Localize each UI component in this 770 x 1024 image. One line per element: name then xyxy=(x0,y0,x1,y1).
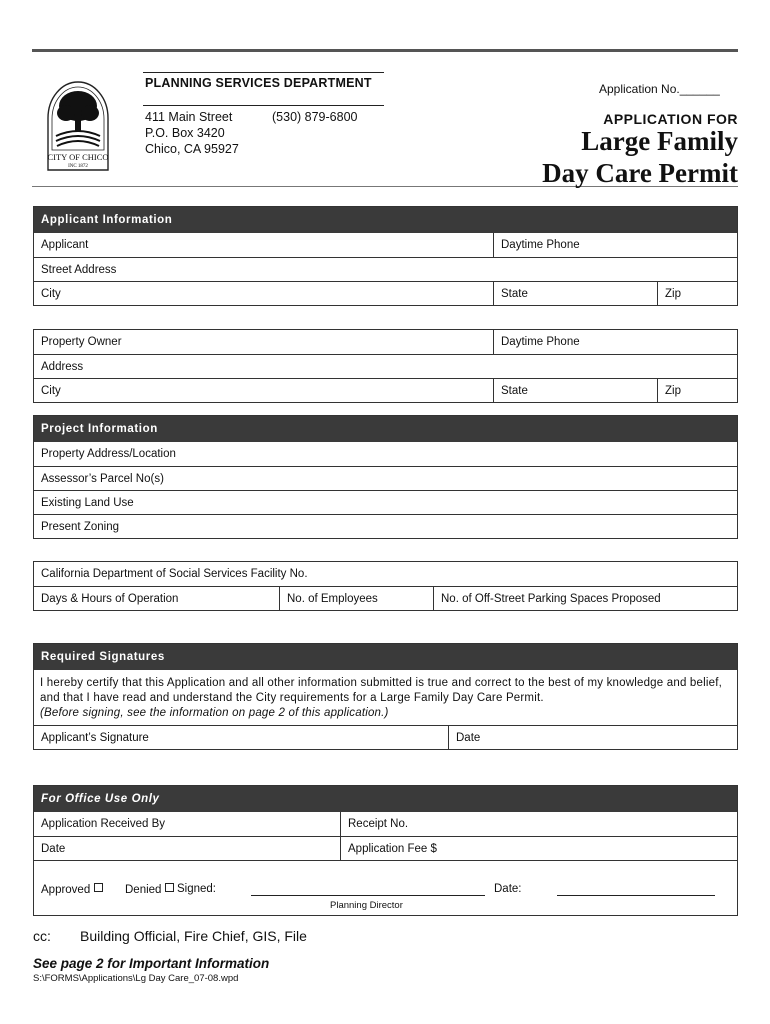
approval-block xyxy=(34,860,737,915)
director-signature-line[interactable] xyxy=(251,895,485,896)
applicant-information-section xyxy=(33,206,738,306)
applicant-signature-field[interactable]: Applicant’s Signature xyxy=(41,732,149,744)
section-header-office: For Office Use Only xyxy=(34,786,737,812)
cc-recipients: Building Official, Fire Chief, GIS, File xyxy=(80,928,307,944)
applicant-state-field[interactable]: State xyxy=(493,282,657,305)
applicant-field[interactable]: Applicant xyxy=(41,239,89,251)
application-number-field[interactable]: Application No.______ xyxy=(599,82,720,96)
facility-number-row xyxy=(34,562,737,586)
dept-rule-middle xyxy=(143,105,384,106)
dept-rule-top xyxy=(143,72,384,73)
office-date-field[interactable]: Date xyxy=(41,843,66,855)
project-information-section xyxy=(33,415,738,539)
owner-row xyxy=(34,330,737,354)
parking-spaces-field[interactable]: No. of Off-Street Parking Spaces Proposed xyxy=(433,587,737,610)
form-title-line2: Day Care Permit xyxy=(542,158,738,188)
owner-address-field[interactable]: Address xyxy=(41,361,84,373)
signature-date-field[interactable]: Date xyxy=(448,726,737,749)
signature-row xyxy=(34,725,737,749)
applicant-city-row xyxy=(34,281,737,305)
fee-row xyxy=(34,836,737,860)
land-use-row xyxy=(34,490,737,514)
owner-address-row xyxy=(34,354,737,378)
existing-land-use-field[interactable]: Existing Land Use xyxy=(41,497,134,509)
certification-note: (Before signing, see the information on page 2 of this application.) xyxy=(40,707,389,719)
denied-checkbox[interactable] xyxy=(165,883,174,892)
approval-date-label: Date: xyxy=(494,883,522,895)
address-line1: 411 Main Street xyxy=(145,110,233,124)
street-address-field[interactable]: Street Address xyxy=(41,264,117,276)
days-hours-field[interactable]: Days & Hours of Operation xyxy=(41,593,179,605)
department-name: PLANNING SERVICES DEPARTMENT xyxy=(145,76,372,90)
approval-date-line[interactable] xyxy=(557,895,715,896)
owner-state-field[interactable]: State xyxy=(493,379,657,402)
file-path: S:\FORMS\Applications\Lg Day Care_07-08.wpd xyxy=(33,973,239,984)
address-line3: Chico, CA 95927 xyxy=(145,142,239,156)
department-phone: (530) 879-6800 xyxy=(272,110,358,124)
section-header-project: Project Information xyxy=(34,416,737,442)
received-by-field[interactable]: Application Received By xyxy=(41,818,166,830)
property-owner-field[interactable]: Property Owner xyxy=(41,336,122,348)
planning-director-caption: Planning Director xyxy=(330,900,403,911)
received-row xyxy=(34,812,737,836)
property-address-row xyxy=(34,442,737,466)
logo-text-city: CITY OF CHICO xyxy=(47,152,109,162)
address-line2: P.O. Box 3420 xyxy=(145,126,225,140)
property-address-field[interactable]: Property Address/Location xyxy=(41,448,176,460)
facility-number-field[interactable]: California Department of Social Services Facility No. xyxy=(41,568,308,580)
applicant-city-field[interactable]: City xyxy=(41,288,61,300)
parcel-row xyxy=(34,466,737,490)
receipt-number-field[interactable]: Receipt No. xyxy=(340,812,737,836)
cc-label: cc: xyxy=(33,928,51,944)
signed-label: Signed: xyxy=(177,883,217,895)
present-zoning-field[interactable]: Present Zoning xyxy=(41,521,119,533)
application-fee-field[interactable]: Application Fee $ xyxy=(340,837,737,860)
certification-text: I hereby certify that this Application and all other information submitted is true and correct to the best of my knowledge and belief, and that I have read and understand the City requirements for a Large Family Day Care Permit. xyxy=(40,677,723,704)
owner-city-field[interactable]: City xyxy=(41,385,61,397)
form-title-line1: Large Family xyxy=(581,126,738,156)
denied-label: Denied xyxy=(125,884,162,896)
city-of-chico-seal-icon xyxy=(44,78,112,174)
facility-section xyxy=(33,561,738,611)
applicant-row xyxy=(34,233,737,257)
approved-label: Approved xyxy=(41,884,91,896)
section-header-applicant: Applicant Information xyxy=(34,207,737,233)
denied-option[interactable] xyxy=(125,883,174,896)
owner-city-row xyxy=(34,378,737,402)
street-address-row xyxy=(34,257,737,281)
property-owner-section xyxy=(33,329,738,403)
parcel-number-field[interactable]: Assessor’s Parcel No(s) xyxy=(41,473,164,485)
see-page-2-note: See page 2 for Important Information xyxy=(33,956,270,971)
application-for-label: APPLICATION FOR xyxy=(603,111,738,127)
office-use-section xyxy=(33,785,738,916)
operation-row xyxy=(34,586,737,610)
required-signatures-section xyxy=(33,643,738,750)
certification-statement xyxy=(34,670,737,725)
zoning-row xyxy=(34,514,737,538)
top-divider xyxy=(32,49,738,52)
section-header-signatures: Required Signatures xyxy=(34,644,737,670)
approved-option[interactable] xyxy=(41,883,103,896)
applicant-phone-field[interactable]: Daytime Phone xyxy=(493,233,737,257)
approved-checkbox[interactable] xyxy=(94,883,103,892)
owner-phone-field[interactable]: Daytime Phone xyxy=(493,330,737,354)
owner-zip-field[interactable]: Zip xyxy=(657,379,737,402)
employees-field[interactable]: No. of Employees xyxy=(279,587,433,610)
logo-text-inc: INC 1872 xyxy=(68,164,88,169)
applicant-zip-field[interactable]: Zip xyxy=(657,282,737,305)
